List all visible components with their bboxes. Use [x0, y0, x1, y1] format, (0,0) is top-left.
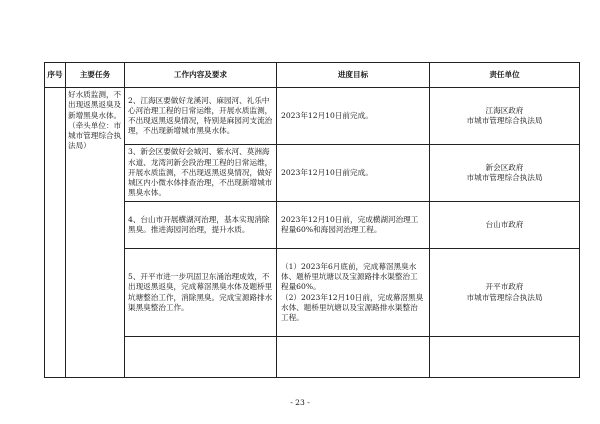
progress-cell: 2023年12月10日前完成。 — [277, 145, 430, 202]
empty-cell — [277, 337, 430, 378]
progress-item-1: （1）2023年6月底前，完成幕滘黑臭水体、题桥里坑塘以及宝源路排水渠整治工程量60%。 — [281, 261, 418, 292]
table-row — [45, 145, 580, 202]
work-cell: 2、江海区要做好龙溪河、麻园河、礼乐中心河治理工程的日常运维，开展水质监测，不出现返黑返臭情况，特别是麻园河支流治理，不出现新增城市黑臭水体。 — [125, 88, 277, 145]
work-cell: 5、开平市进一步巩固卫东涌治理成效，不出现返黑返臭，完成幕滘黑臭水体及题桥里坑塘整治工作，消除黑臭。完成宝源路排水渠黑臭整治工作。 — [125, 249, 277, 337]
progress-item-2: （2）2023年12月10日前，完成幕滘黑臭水体、题桥里坑塘以及宝源路排水渠整治工程。 — [281, 292, 424, 322]
unit-line: 江海区政府 — [485, 105, 524, 115]
unit-cell — [430, 202, 580, 249]
task-cell: 好水质监测，不出现返黑返臭及新增黑臭水体。（牵头单位：市城市管理综合执法局） — [66, 88, 125, 378]
table-row — [45, 202, 580, 249]
header-unit: 责任单位 — [430, 63, 580, 88]
table-header-row — [45, 63, 580, 88]
progress-cell — [277, 249, 430, 337]
empty-cell — [430, 337, 580, 378]
unit-line: 市城市管理综合执法局 — [466, 292, 543, 302]
table-row — [45, 88, 580, 145]
table-row — [45, 249, 580, 337]
progress-cell: 2023年12月10日前完成。 — [277, 88, 430, 145]
unit-line: 新会区政府 — [485, 162, 524, 172]
unit-cell — [430, 88, 580, 145]
header-task: 主要任务 — [66, 63, 125, 88]
page-number: - 23 - — [290, 398, 310, 407]
unit-line: 开平市政府 — [485, 282, 524, 292]
unit-line: 市城市管理综合执法局 — [466, 173, 543, 182]
empty-cell — [125, 337, 277, 378]
header-work: 工作内容及要求 — [125, 63, 277, 88]
seq-cell — [45, 88, 66, 378]
header-seq: 序号 — [45, 63, 66, 88]
progress-cell: 2023年12月10日前，完成横湖河治理工程量60%和海园河治理工程。 — [277, 202, 430, 249]
unit-cell — [430, 145, 580, 202]
unit-cell — [430, 249, 580, 337]
work-cell: 3、新会区要做好会城河、紫水河、莫洲海水道、龙湾河新会段治理工程的日常运维，开展水质监测，不出现返黑返臭情况，做好城区内小微水体排查治理，不出现新增城市黑臭水体。 — [125, 145, 277, 202]
unit-line: 台山市政府 — [485, 219, 524, 229]
unit-line: 市城市管理综合执法局 — [466, 116, 543, 125]
table-row-empty — [45, 337, 580, 378]
work-cell: 4、台山市开展横湖河治理，基本实现消除黑臭。推进海园河治理，提升水质。 — [125, 202, 277, 249]
task-table — [44, 62, 580, 378]
header-progress: 进度目标 — [277, 63, 430, 88]
